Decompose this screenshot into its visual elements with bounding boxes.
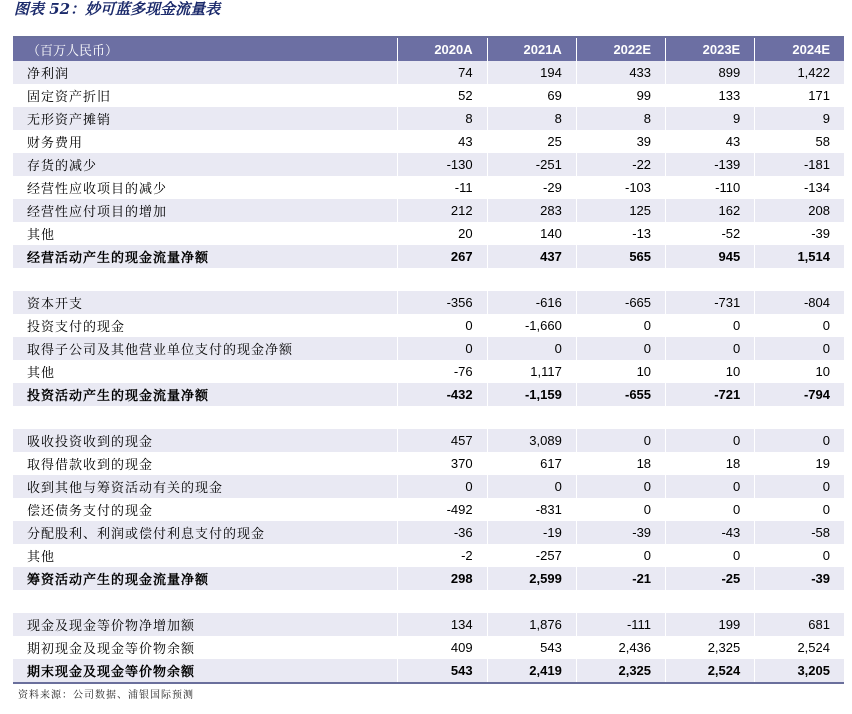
cell-value: -11	[398, 176, 487, 199]
cell-value: 267	[398, 245, 487, 268]
cell-value: -721	[666, 383, 755, 406]
cell-value: 99	[576, 84, 665, 107]
table-row	[13, 176, 844, 199]
row-label: 分配股利、利润或偿付利息支付的现金	[13, 521, 398, 544]
cell-value: 0	[666, 498, 755, 521]
row-label: 收到其他与筹资活动有关的现金	[13, 475, 398, 498]
cell-value: 283	[487, 199, 576, 222]
cell-value: -25	[666, 567, 755, 590]
table-row	[13, 613, 844, 636]
cell-value: 43	[398, 130, 487, 153]
row-label: 期初现金及现金等价物余额	[13, 636, 398, 659]
row-label: 财务费用	[13, 130, 398, 153]
cell-value	[666, 590, 755, 613]
cell-value: -39	[576, 521, 665, 544]
cell-value: -251	[487, 153, 576, 176]
cell-value: -29	[487, 176, 576, 199]
row-label: 投资支付的现金	[13, 314, 398, 337]
cell-value: -39	[755, 222, 844, 245]
cell-value: 0	[576, 498, 665, 521]
row-label	[13, 268, 398, 291]
cell-value: 74	[398, 61, 487, 84]
cell-value: 0	[755, 314, 844, 337]
cell-value: 9	[755, 107, 844, 130]
cell-value: 0	[666, 429, 755, 452]
cell-value: 370	[398, 452, 487, 475]
row-label: 无形资产摊销	[13, 107, 398, 130]
cell-value: 52	[398, 84, 487, 107]
table-row	[13, 337, 844, 360]
row-label: 净利润	[13, 61, 398, 84]
row-label: 取得借款收到的现金	[13, 452, 398, 475]
cell-value: 2,419	[487, 659, 576, 682]
cell-value: -13	[576, 222, 665, 245]
table-row	[13, 590, 844, 613]
cell-value: 212	[398, 199, 487, 222]
cell-value: 18	[576, 452, 665, 475]
cell-value: 25	[487, 130, 576, 153]
cell-value: 69	[487, 84, 576, 107]
cell-value: -794	[755, 383, 844, 406]
cell-value: -1,159	[487, 383, 576, 406]
cell-value: -2	[398, 544, 487, 567]
cell-value: -22	[576, 153, 665, 176]
figure-title: 图表 52：妙可蓝多现金流量表	[14, 0, 221, 18]
cell-value: 19	[755, 452, 844, 475]
cell-value: 1,422	[755, 61, 844, 84]
table-header-row	[13, 38, 844, 61]
row-label: 其他	[13, 360, 398, 383]
cell-value: 43	[666, 130, 755, 153]
cell-value: 9	[666, 107, 755, 130]
cell-value: 8	[398, 107, 487, 130]
cell-value: -43	[666, 521, 755, 544]
cell-value: 208	[755, 199, 844, 222]
cell-value: 10	[666, 360, 755, 383]
table-row	[13, 636, 844, 659]
table-row	[13, 153, 844, 176]
table-row	[13, 360, 844, 383]
cell-value: -39	[755, 567, 844, 590]
table-row	[13, 268, 844, 291]
cell-value: 0	[487, 337, 576, 360]
cell-value: -21	[576, 567, 665, 590]
table-row	[13, 245, 844, 268]
cell-value: -804	[755, 291, 844, 314]
table-row	[13, 383, 844, 406]
cell-value: 437	[487, 245, 576, 268]
cell-value: -492	[398, 498, 487, 521]
row-label	[13, 406, 398, 429]
cell-value: 0	[576, 337, 665, 360]
cell-value: 433	[576, 61, 665, 84]
cell-value: 8	[487, 107, 576, 130]
cell-value	[576, 268, 665, 291]
table-row	[13, 107, 844, 130]
cell-value: 134	[398, 613, 487, 636]
cell-value: 8	[576, 107, 665, 130]
cell-value: 543	[487, 636, 576, 659]
cell-value: 171	[755, 84, 844, 107]
cell-value: 2,599	[487, 567, 576, 590]
cell-value: 20	[398, 222, 487, 245]
cell-value: 0	[666, 314, 755, 337]
table-body	[13, 61, 844, 682]
cell-value: 899	[666, 61, 755, 84]
row-label: 其他	[13, 544, 398, 567]
cell-value: 140	[487, 222, 576, 245]
cell-value: 617	[487, 452, 576, 475]
cell-value: -76	[398, 360, 487, 383]
table-row	[13, 222, 844, 245]
cell-value	[487, 590, 576, 613]
cell-value: 1,117	[487, 360, 576, 383]
table-row	[13, 567, 844, 590]
year-header: 2024E	[755, 38, 844, 61]
cell-value: 565	[576, 245, 665, 268]
cell-value: -831	[487, 498, 576, 521]
cell-value: 2,524	[755, 636, 844, 659]
cell-value: -139	[666, 153, 755, 176]
cell-value: -181	[755, 153, 844, 176]
cell-value: 125	[576, 199, 665, 222]
cell-value: 58	[755, 130, 844, 153]
cell-value: 0	[576, 544, 665, 567]
cell-value	[755, 268, 844, 291]
cell-value: 0	[398, 314, 487, 337]
cell-value: -110	[666, 176, 755, 199]
cell-value: 0	[398, 475, 487, 498]
table-row	[13, 544, 844, 567]
table-row	[13, 61, 844, 84]
table-row	[13, 521, 844, 544]
table-row	[13, 130, 844, 153]
year-header: 2021A	[487, 38, 576, 61]
year-header: 2023E	[666, 38, 755, 61]
cell-value: 0	[755, 337, 844, 360]
cell-value	[666, 406, 755, 429]
cell-value: 0	[576, 314, 665, 337]
cell-value: -134	[755, 176, 844, 199]
cell-value	[666, 268, 755, 291]
cell-value: 39	[576, 130, 665, 153]
table-row	[13, 199, 844, 222]
cell-value: 10	[755, 360, 844, 383]
cell-value: -58	[755, 521, 844, 544]
cell-value	[576, 406, 665, 429]
row-label	[13, 590, 398, 613]
cell-value: 945	[666, 245, 755, 268]
cell-value: 457	[398, 429, 487, 452]
cell-value: 543	[398, 659, 487, 682]
table-row	[13, 314, 844, 337]
cell-value: 0	[487, 475, 576, 498]
cell-value: 162	[666, 199, 755, 222]
cell-value: -1,660	[487, 314, 576, 337]
cell-value: 0	[755, 475, 844, 498]
table-row	[13, 452, 844, 475]
cell-value: 133	[666, 84, 755, 107]
table-row	[13, 291, 844, 314]
cell-value: -432	[398, 383, 487, 406]
cell-value: -36	[398, 521, 487, 544]
cell-value: -655	[576, 383, 665, 406]
cell-value: 199	[666, 613, 755, 636]
cell-value: 2,325	[666, 636, 755, 659]
cell-value: -616	[487, 291, 576, 314]
table-row	[13, 659, 844, 682]
table-row	[13, 84, 844, 107]
row-label: 经营性应付项目的增加	[13, 199, 398, 222]
cell-value: 0	[398, 337, 487, 360]
cell-value: -19	[487, 521, 576, 544]
cell-value: 2,436	[576, 636, 665, 659]
table-row	[13, 475, 844, 498]
cash-flow-table	[13, 38, 844, 682]
cell-value: -257	[487, 544, 576, 567]
row-label: 其他	[13, 222, 398, 245]
cell-value: 0	[666, 475, 755, 498]
row-label: 经营活动产生的现金流量净额	[13, 245, 398, 268]
row-label: 吸收投资收到的现金	[13, 429, 398, 452]
unit-label: （百万人民币）	[13, 38, 398, 61]
row-label: 偿还债务支付的现金	[13, 498, 398, 521]
table-row	[13, 406, 844, 429]
year-header: 2020A	[398, 38, 487, 61]
cell-value: 0	[666, 337, 755, 360]
cell-value: 1,514	[755, 245, 844, 268]
cell-value: -665	[576, 291, 665, 314]
cell-value: 194	[487, 61, 576, 84]
table-row	[13, 429, 844, 452]
cell-value	[398, 590, 487, 613]
cell-value: 3,205	[755, 659, 844, 682]
cell-value: 3,089	[487, 429, 576, 452]
year-header: 2022E	[576, 38, 665, 61]
cell-value	[398, 406, 487, 429]
cell-value: 1,876	[487, 613, 576, 636]
cell-value: 2,325	[576, 659, 665, 682]
row-label: 筹资活动产生的现金流量净额	[13, 567, 398, 590]
row-label: 现金及现金等价物净增加额	[13, 613, 398, 636]
row-label: 经营性应收项目的减少	[13, 176, 398, 199]
table-row	[13, 498, 844, 521]
cell-value	[487, 268, 576, 291]
source-note: 资料来源：公司数据、浦银国际预测	[18, 690, 194, 701]
cell-value: 0	[576, 475, 665, 498]
row-label: 取得子公司及其他营业单位支付的现金净额	[13, 337, 398, 360]
cell-value: 18	[666, 452, 755, 475]
cell-value: 681	[755, 613, 844, 636]
row-label: 固定资产折旧	[13, 84, 398, 107]
cell-value: -356	[398, 291, 487, 314]
cell-value: 0	[755, 429, 844, 452]
cell-value: 0	[576, 429, 665, 452]
cell-value: 0	[666, 544, 755, 567]
cell-value: -111	[576, 613, 665, 636]
cell-value: 409	[398, 636, 487, 659]
bottom-rule	[13, 682, 844, 684]
cell-value: -130	[398, 153, 487, 176]
cell-value: 2,524	[666, 659, 755, 682]
row-label: 存货的减少	[13, 153, 398, 176]
cell-value	[576, 590, 665, 613]
row-label: 投资活动产生的现金流量净额	[13, 383, 398, 406]
cell-value: 298	[398, 567, 487, 590]
cell-value: -103	[576, 176, 665, 199]
cell-value: 0	[755, 544, 844, 567]
cell-value	[755, 590, 844, 613]
cell-value: -731	[666, 291, 755, 314]
cell-value	[755, 406, 844, 429]
cell-value: 0	[755, 498, 844, 521]
row-label: 期末现金及现金等价物余额	[13, 659, 398, 682]
cell-value	[487, 406, 576, 429]
cell-value	[398, 268, 487, 291]
cell-value: 10	[576, 360, 665, 383]
row-label: 资本开支	[13, 291, 398, 314]
cell-value: -52	[666, 222, 755, 245]
